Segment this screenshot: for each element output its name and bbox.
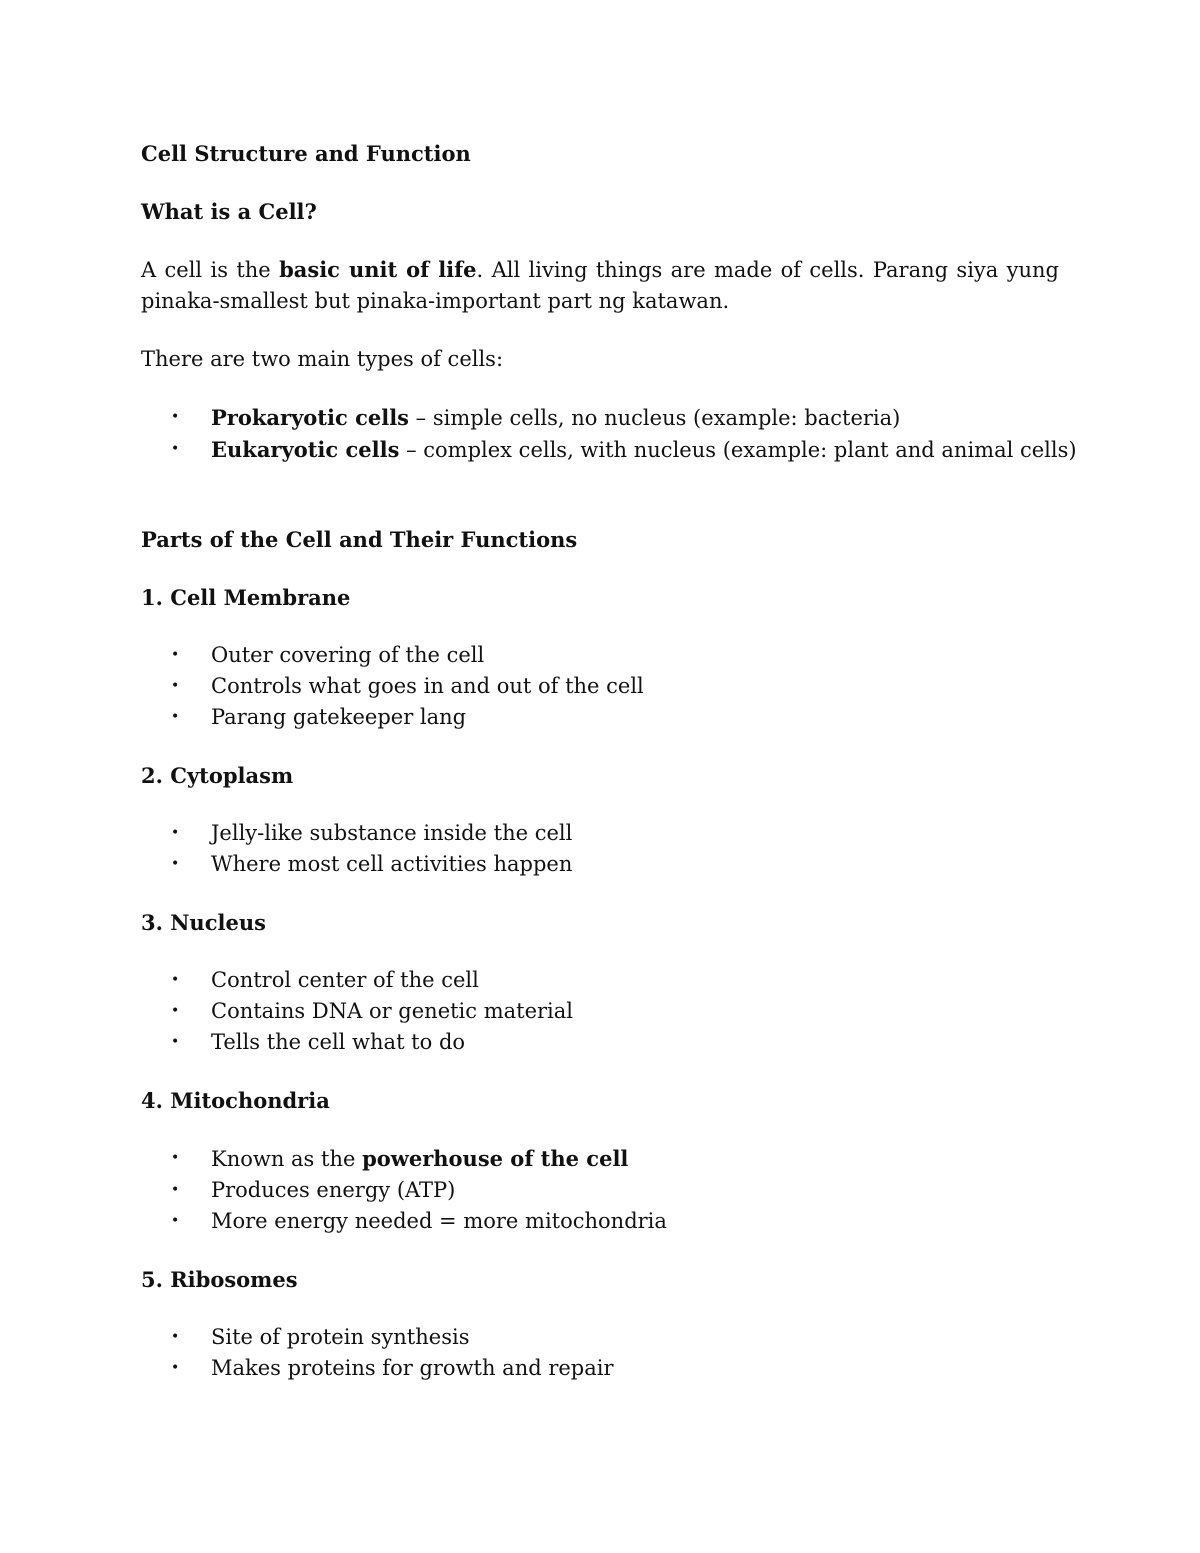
list-item bbox=[141, 640, 1059, 671]
bullet-icon: • bbox=[171, 1182, 180, 1198]
list-item bbox=[141, 1206, 1059, 1237]
bullet-icon: • bbox=[171, 1329, 180, 1345]
list-item bbox=[141, 1322, 1059, 1353]
document-body bbox=[141, 138, 1077, 1384]
cytoplasm-list bbox=[141, 818, 1059, 880]
list-item-text: Site of protein synthesis bbox=[211, 1325, 470, 1349]
list-item-text: Controls what goes in and out of the cell bbox=[211, 674, 644, 698]
section-heading-cytoplasm: 2. Cytoplasm bbox=[141, 763, 294, 788]
list-item bbox=[141, 965, 1059, 996]
list-item-text: Known as the bbox=[211, 1147, 363, 1171]
bullet-icon: • bbox=[171, 409, 180, 425]
list-item-text: Jelly-like substance inside the cell bbox=[211, 821, 573, 845]
intro-text-start: A cell is the bbox=[141, 258, 280, 282]
document-title: Cell Structure and Function bbox=[141, 141, 471, 166]
list-item bbox=[141, 1143, 1059, 1175]
intro-paragraph bbox=[141, 254, 1059, 317]
list-item bbox=[141, 402, 1059, 434]
cell-type-name: Eukaryotic cells bbox=[211, 437, 400, 462]
bullet-icon: • bbox=[171, 709, 180, 725]
bullet-icon: • bbox=[171, 647, 180, 663]
list-item-text: Parang gatekeeper lang bbox=[211, 705, 467, 729]
cell-types-list bbox=[141, 402, 1077, 466]
list-item-text: Control center of the cell bbox=[211, 968, 479, 992]
list-item bbox=[141, 996, 1059, 1027]
list-item-text: Where most cell activities happen bbox=[211, 852, 573, 876]
list-item-text: Makes proteins for growth and repair bbox=[211, 1356, 614, 1380]
bullet-icon: • bbox=[171, 825, 180, 841]
list-item-text: Produces energy (ATP) bbox=[211, 1178, 456, 1202]
bullet-icon: • bbox=[171, 1150, 180, 1166]
cell-type-description: – simple cells, no nucleus (example: bacteria) bbox=[409, 406, 901, 430]
bullet-icon: • bbox=[171, 1003, 180, 1019]
list-item bbox=[141, 1175, 1059, 1206]
list-item-text: Outer covering of the cell bbox=[211, 643, 485, 667]
intro-text-bold: basic unit of life bbox=[279, 257, 477, 282]
section-heading-ribosomes: 5. Ribosomes bbox=[141, 1267, 298, 1292]
nucleus-list bbox=[141, 965, 1059, 1058]
cell-type-name: Prokaryotic cells bbox=[211, 405, 409, 430]
section-heading-mitochondria: 4. Mitochondria bbox=[141, 1088, 330, 1113]
list-item bbox=[141, 434, 1077, 466]
bullet-icon: • bbox=[171, 678, 180, 694]
parts-heading: Parts of the Cell and Their Functions bbox=[141, 527, 578, 552]
bullet-icon: • bbox=[171, 972, 180, 988]
list-item-text: Contains DNA or genetic material bbox=[211, 999, 574, 1023]
mitochondria-list bbox=[141, 1143, 1059, 1237]
cell-membrane-list bbox=[141, 640, 1059, 733]
cell-type-description: – complex cells, with nucleus (example: plant and animal cells) bbox=[399, 438, 1077, 462]
list-item bbox=[141, 1353, 1059, 1384]
bullet-icon: • bbox=[171, 1034, 180, 1050]
intro-heading: What is a Cell? bbox=[141, 199, 317, 224]
list-item-text: More energy needed = more mitochondria bbox=[211, 1209, 667, 1233]
bullet-icon: • bbox=[171, 1213, 180, 1229]
ribosomes-list bbox=[141, 1322, 1059, 1384]
list-item-text: Tells the cell what to do bbox=[211, 1030, 466, 1054]
list-item bbox=[141, 671, 1059, 702]
list-item-text-bold: powerhouse of the cell bbox=[362, 1146, 629, 1171]
section-heading-nucleus: 3. Nucleus bbox=[141, 910, 266, 935]
list-item bbox=[141, 849, 1059, 880]
bullet-icon: • bbox=[171, 441, 180, 457]
list-item bbox=[141, 1027, 1059, 1058]
bullet-icon: • bbox=[171, 1360, 180, 1376]
list-item bbox=[141, 818, 1059, 849]
types-intro: There are two main types of cells: bbox=[141, 347, 504, 371]
intro-text-end: . All living things are made of cells. Parang siya yung pinaka-smallest but pinaka-important part ng katawan. bbox=[141, 258, 1059, 313]
list-item bbox=[141, 702, 1059, 733]
section-heading-cell-membrane: 1. Cell Membrane bbox=[141, 585, 351, 610]
bullet-icon: • bbox=[171, 856, 180, 872]
